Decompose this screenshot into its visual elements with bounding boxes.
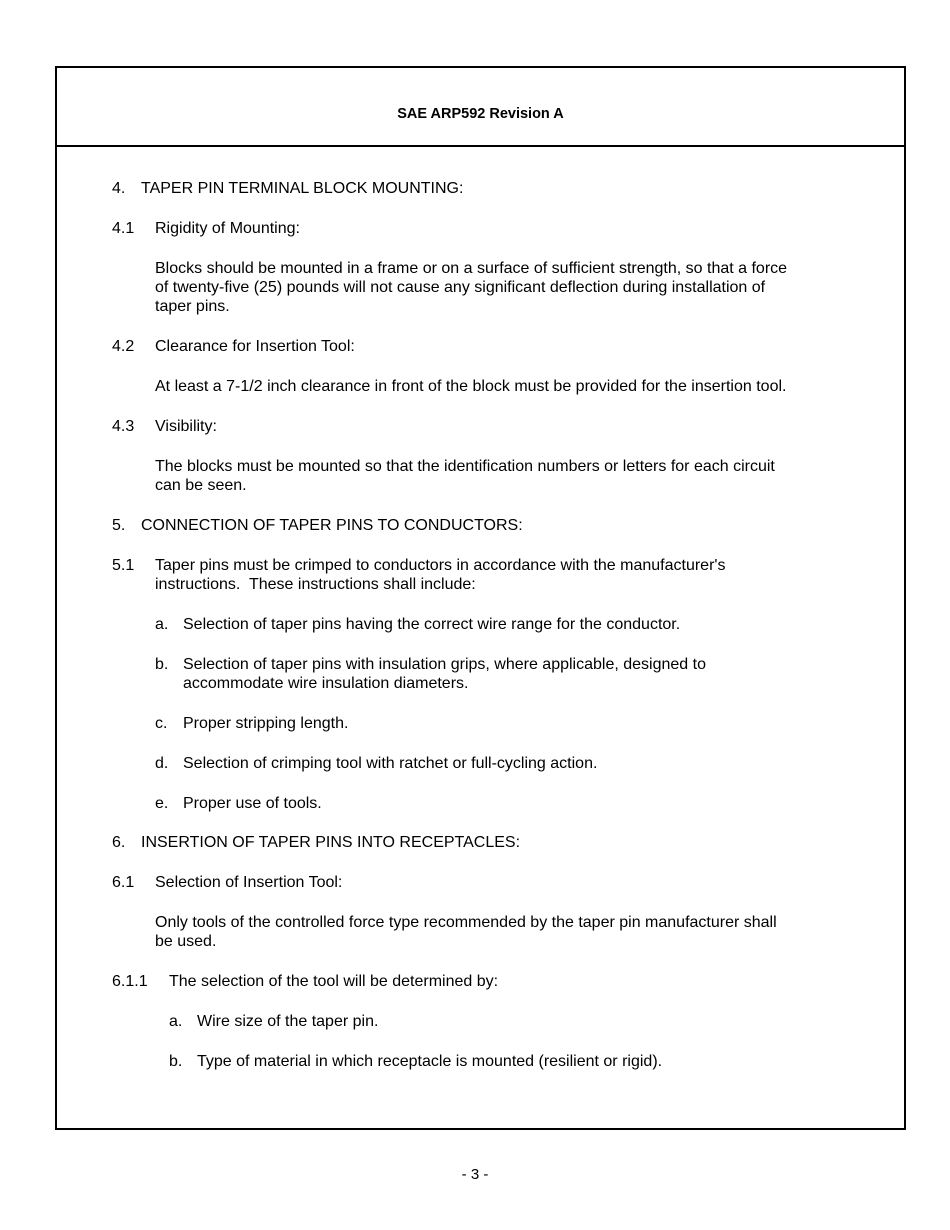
list-item: Proper stripping length. <box>183 715 349 732</box>
subsection-number: 6.1.1 <box>112 973 148 990</box>
list-marker: a. <box>169 1013 183 1030</box>
paragraph-line: The blocks must be mounted so that the identification numbers or letters for each circuit <box>155 458 775 475</box>
subsection-heading: The selection of the tool will be determined by: <box>169 973 499 990</box>
section-heading: INSERTION OF TAPER PINS INTO RECEPTACLES: <box>141 834 521 851</box>
paragraph-line: be used. <box>155 933 217 950</box>
list-item: Selection of taper pins with insulation grips, where applicable, designed to <box>183 656 706 673</box>
list-item: Selection of crimping tool with ratchet or full-cycling action. <box>183 755 598 772</box>
list-marker: e. <box>155 795 169 812</box>
subsection-number: 5.1 <box>112 557 135 574</box>
list-item: accommodate wire insulation diameters. <box>183 675 469 692</box>
page-number: - 3 - <box>461 1166 489 1183</box>
section-number: 5. <box>112 517 126 534</box>
section-heading: TAPER PIN TERMINAL BLOCK MOUNTING: <box>141 180 464 197</box>
paragraph-line: Taper pins must be crimped to conductors in accordance with the manufacturer's <box>155 557 726 574</box>
section-number: 6. <box>112 834 126 851</box>
subsection-number: 4.2 <box>112 338 135 355</box>
paragraph-line: taper pins. <box>155 298 230 315</box>
section-number: 4. <box>112 180 126 197</box>
document-title: SAE ARP592 Revision A <box>397 105 564 122</box>
document-header <box>57 68 904 147</box>
list-marker: d. <box>155 755 169 772</box>
subsection-number: 6.1 <box>112 874 135 891</box>
list-marker: b. <box>169 1053 183 1070</box>
paragraph-line: instructions. These instructions shall include: <box>155 576 476 593</box>
list-item: Proper use of tools. <box>183 795 322 812</box>
list-item: Wire size of the taper pin. <box>197 1013 379 1030</box>
list-item: Type of material in which receptacle is mounted (resilient or rigid). <box>197 1053 663 1070</box>
paragraph-line: can be seen. <box>155 477 247 494</box>
paragraph-line: At least a 7-1/2 inch clearance in front of the block must be provided for the insertion tool. <box>155 378 787 395</box>
subsection-number: 4.1 <box>112 220 135 237</box>
subsection-heading: Clearance for Insertion Tool: <box>155 338 355 355</box>
paragraph-line: Blocks should be mounted in a frame or on a surface of sufficient strength, so that a force <box>155 260 788 277</box>
subsection-heading: Selection of Insertion Tool: <box>155 874 343 891</box>
paragraph-line: of twenty-five (25) pounds will not cause any significant deflection during installation of <box>155 279 766 296</box>
list-item: Selection of taper pins having the correct wire range for the conductor. <box>183 616 681 633</box>
list-marker: b. <box>155 656 169 673</box>
subsection-number: 4.3 <box>112 418 135 435</box>
document-frame <box>55 66 906 1130</box>
list-marker: a. <box>155 616 169 633</box>
subsection-heading: Visibility: <box>155 418 217 435</box>
section-heading: CONNECTION OF TAPER PINS TO CONDUCTORS: <box>141 517 523 534</box>
subsection-heading: Rigidity of Mounting: <box>155 220 300 237</box>
list-marker: c. <box>155 715 168 732</box>
paragraph-line: Only tools of the controlled force type recommended by the taper pin manufacturer shall <box>155 914 777 931</box>
